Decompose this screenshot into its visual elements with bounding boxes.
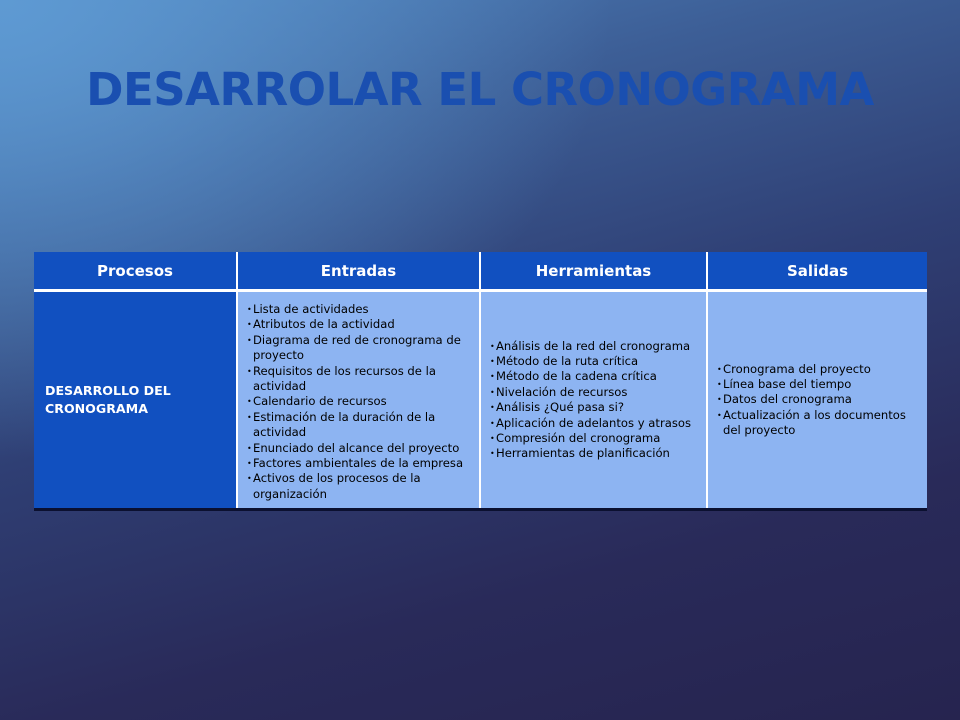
header-procesos: Procesos [34, 252, 237, 291]
entradas-cell [237, 291, 480, 510]
list-item: • Método de la cadena crítica [493, 369, 698, 384]
herramientas-list [493, 339, 698, 462]
header-entradas: Entradas [237, 252, 480, 291]
list-item: • Herramientas de planificación [493, 446, 698, 461]
list-item: • Nivelación de recursos [493, 385, 698, 400]
header-salidas: Salidas [707, 252, 927, 291]
table-header-row [34, 252, 927, 291]
list-item: • Requisitos de los recursos de la actividad [250, 364, 471, 395]
list-item: • Aplicación de adelantos y atrasos [493, 416, 698, 431]
salidas-cell [707, 291, 927, 510]
list-item: • Análisis de la red del cronograma [493, 339, 698, 354]
list-item: • Datos del cronograma [720, 392, 919, 407]
list-item: • Lista de actividades [250, 302, 471, 317]
table-row [34, 291, 927, 510]
list-item: • Factores ambientales de la empresa [250, 456, 471, 471]
header-herramientas: Herramientas [480, 252, 707, 291]
slide-title: DESARROLAR EL CRONOGRAMA [86, 63, 874, 116]
list-item: • Línea base del tiempo [720, 377, 919, 392]
salidas-list [720, 362, 919, 439]
list-item: • Diagrama de red de cronograma de proyecto [250, 333, 471, 364]
list-item: • Calendario de recursos [250, 394, 471, 409]
list-item: • Activos de los procesos de la organización [250, 471, 471, 502]
list-item: • Compresión del cronograma [493, 431, 698, 446]
list-item: • Método de la ruta crítica [493, 354, 698, 369]
herramientas-cell [480, 291, 707, 510]
list-item: • Enunciado del alcance del proyecto [250, 441, 471, 456]
list-item: • Atributos de la actividad [250, 317, 471, 332]
process-table [34, 252, 927, 511]
list-item: • Actualización a los documentos del proyecto [720, 408, 919, 439]
list-item: • Análisis ¿Qué pasa si? [493, 400, 698, 415]
list-item: • Cronograma del proyecto [720, 362, 919, 377]
process-name-cell: DESARROLLO DEL CRONOGRAMA [34, 291, 237, 510]
list-item: • Estimación de la duración de la actividad [250, 410, 471, 441]
entradas-list [250, 302, 471, 502]
process-table-grid [34, 252, 927, 511]
